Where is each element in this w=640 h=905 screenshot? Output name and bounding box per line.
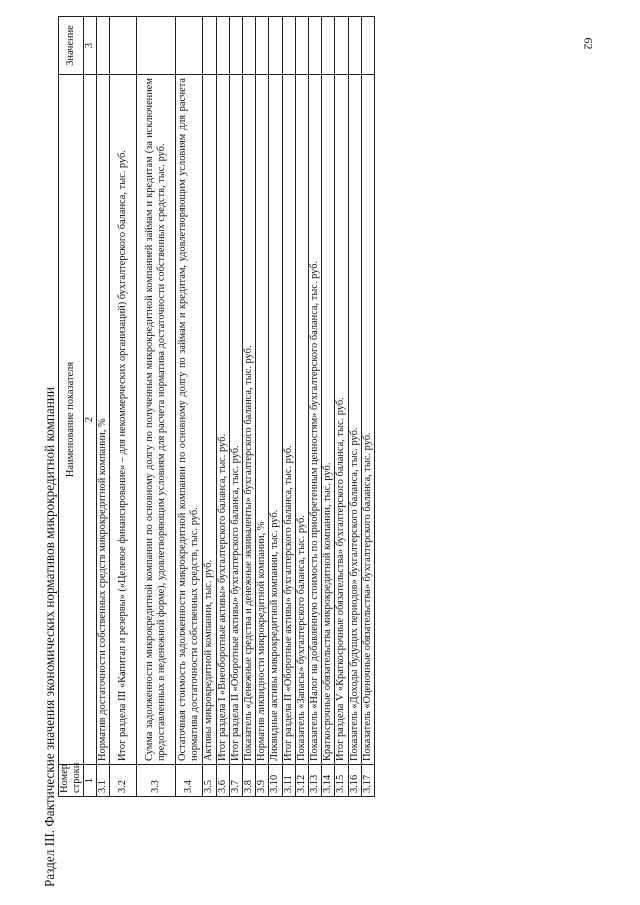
row-name: Ликвидные активы микрокредитной компании, тыс. руб. [269,75,282,765]
table-row [322,17,335,797]
row-name: Показатель «Налог на добавленную стоимость по приобретенным ценностям» бухгалтерского баланса, тыс. руб. [309,75,322,765]
row-number: 3.4 [176,765,203,797]
row-value [295,17,308,75]
row-name: Показатель «Денежные средства и денежные эквиваленты» бухгалтерского баланса, тыс. руб. [243,75,256,765]
row-name: Итог раздела V «Краткосрочные обязательства» бухгалтерского баланса, тыс. руб. [335,75,348,765]
row-value [176,17,203,75]
table-row [361,17,374,797]
row-number: 3.5 [203,765,216,797]
row-number: 3.10 [269,765,282,797]
header-name: Наименование показателя [59,75,84,765]
table-header-row [59,17,84,797]
indicators-table [58,16,375,797]
row-number: 3.16 [348,765,361,797]
row-name: Итог раздела II «Оборотные активы» бухгалтерского баланса, тыс. руб. [229,75,242,765]
row-number: 3.2 [110,765,137,797]
row-name: Показатель «Доходы будущих периодов» бухгалтерского баланса, тыс. руб. [348,75,361,765]
row-value [322,17,335,75]
table-row [176,17,203,797]
column-index-1: 1 [84,765,97,797]
row-name: Итог раздела III «Капитал и резервы» («Целевое финансирование» – для некоммерческих организаций) бухгалтерского баланса, тыс. руб. [110,75,137,765]
row-number: 3.7 [229,765,242,797]
row-value [110,17,137,75]
row-value [282,17,295,75]
table-row [110,17,137,797]
row-number: 3.13 [309,765,322,797]
row-name: Норматив ликвидности микрокредитной компании, % [256,75,269,765]
row-number: 3.6 [216,765,229,797]
row-value [348,17,361,75]
row-value [361,17,374,75]
header-value: Значение [59,17,84,75]
row-name: Остаточная стоимость задолженности микрокредитной компании по основному долгу по займам и кредитам, удовлетворяющим условиям для расчета норматива достаточности собственных средств, тыс. руб. [176,75,203,765]
page-number: 62 [581,37,596,50]
row-value [269,17,282,75]
row-value [229,17,242,75]
row-name: Норматив достаточности собственных средств микрокредитной компании, % [97,75,110,765]
row-number: 3.9 [256,765,269,797]
table-row [243,17,256,797]
table-row [137,17,176,797]
table-row [256,17,269,797]
header-number: Номер строки [59,765,84,797]
row-value [203,17,216,75]
row-number: 3.11 [282,765,295,797]
table-row [203,17,216,797]
row-name: Итог раздела II «Оборотные активы» бухгалтерского баланса, тыс. руб. [282,75,295,765]
column-index-row [84,17,97,797]
row-number: 3.14 [322,765,335,797]
row-value [256,17,269,75]
row-number: 3.17 [361,765,374,797]
row-name: Сумма задолженности микрокредитной компании по основному долгу по полученным микрокредитной компанией займам и кредитам (за исключением предоставленных в неденежной форме), удовлетворяющим условиям для расчета норматива достаточности собственных средств, тыс. руб. [137,75,176,765]
row-name: Показатель «Запасы» бухгалтерского баланса, тыс. руб. [295,75,308,765]
table-row [348,17,361,797]
table-row [335,17,348,797]
column-index-2: 2 [84,75,97,765]
table-row [282,17,295,797]
column-index-3: 3 [84,17,97,75]
row-number: 3.12 [295,765,308,797]
row-number: 3.1 [97,765,110,797]
row-number: 3.8 [243,765,256,797]
table-row [229,17,242,797]
row-name: Показатель «Оценочные обязательства» бухгалтерского баланса, тыс. руб. [361,75,374,765]
section-title: Раздел III. Фактические значения экономических нормативов микрокредитной компании [42,387,57,887]
table-row [97,17,110,797]
row-value [97,17,110,75]
table-row [269,17,282,797]
row-value [243,17,256,75]
table-row [295,17,308,797]
table-row [216,17,229,797]
row-value [335,17,348,75]
row-number: 3.15 [335,765,348,797]
row-name: Итог раздела I «Внеоборотные активы» бухгалтерского баланса, тыс. руб. [216,75,229,765]
row-number: 3.3 [137,765,176,797]
row-value [137,17,176,75]
row-name: Активы микрокредитной компании, тыс. руб. [203,75,216,765]
row-value [216,17,229,75]
row-name: Краткосрочные обязательства микрокредитной компании, тыс. руб. [322,75,335,765]
row-value [309,17,322,75]
table-row [309,17,322,797]
